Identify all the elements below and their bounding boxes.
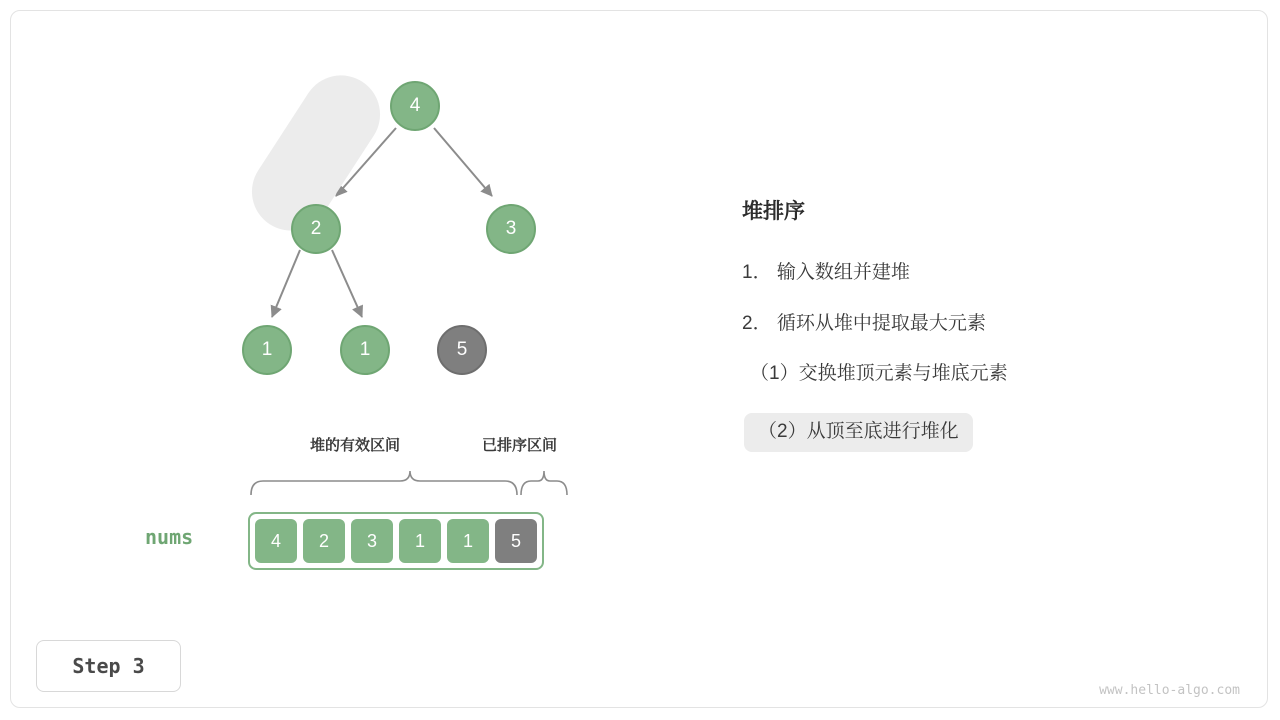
tree-node-value: 1 [359,339,371,360]
array-name-label: nums [145,525,194,549]
array-cell-value: 5 [510,530,521,551]
array-cell [255,519,297,563]
array-cell-value: 2 [318,530,329,551]
tree-node-left [291,204,341,254]
array-cell-value: 1 [414,530,425,551]
tree-node-right [486,204,536,254]
tree-node-value: 4 [409,95,421,116]
tree-node-left-left [242,325,292,375]
tree-node-root [390,81,440,131]
panel-step-1: 1． 输入数组并建堆 [742,262,910,283]
watermark: www.hello-algo.com [1099,683,1240,698]
array-cell-value: 3 [366,530,377,551]
panel-title: 堆排序 [742,200,805,223]
array-cell [303,519,345,563]
tree-node-left-right [340,325,390,375]
array-cell-value: 1 [462,530,473,551]
tree-node-value: 5 [456,339,468,360]
array-cell-value: 4 [270,530,281,551]
array-cell [399,519,441,563]
tree-node-sorted [437,325,487,375]
tree-node-value: 2 [310,218,322,239]
tree-node-value: 3 [505,218,517,239]
sorted-range-label: 已排序区间 [482,437,558,454]
nums-array [248,512,544,570]
tree-node-value: 1 [261,339,273,360]
array-cell [495,519,537,563]
explanation-panel [742,195,1212,504]
step-badge: Step 3 [36,640,181,692]
panel-step-2-1: （1）交换堆顶元素与堆底元素 [750,363,1008,385]
array-cell [447,519,489,563]
panel-step-2-2-highlighted: （2）从顶至底进行堆化 [744,413,973,452]
array-cell [351,519,393,563]
heap-range-label: 堆的有效区间 [310,437,401,454]
panel-step-2: 2． 循环从堆中提取最大元素 [742,312,986,334]
